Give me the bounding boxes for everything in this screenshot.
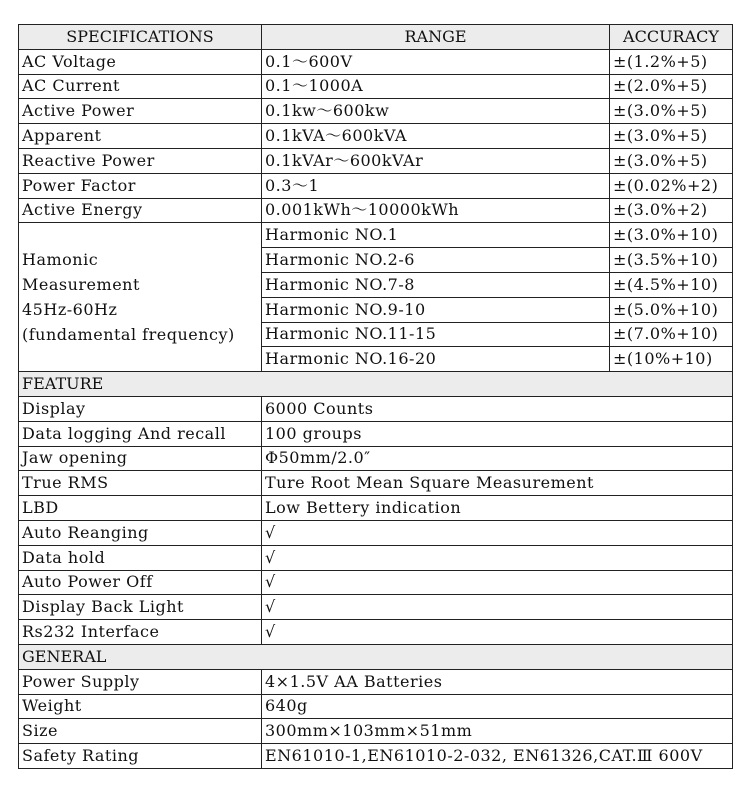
- feature-value: Ture Root Mean Square Measurement: [262, 471, 733, 496]
- general-name: Power Supply: [19, 669, 262, 694]
- spec-row: [19, 198, 733, 223]
- feature-name: Auto Power Off: [19, 570, 262, 595]
- harmonic-label-line: 45Hz-60Hz: [22, 300, 118, 320]
- harmonic-range: Harmonic NO.11-15: [262, 322, 610, 347]
- feature-row: [19, 520, 733, 545]
- feature-row: [19, 446, 733, 471]
- feature-name: Auto Reanging: [19, 520, 262, 545]
- general-name: Weight: [19, 694, 262, 719]
- harmonic-label: [19, 223, 262, 372]
- feature-row: [19, 471, 733, 496]
- spec-row: [19, 74, 733, 99]
- feature-row: [19, 620, 733, 645]
- feature-row: [19, 396, 733, 421]
- general-row: [19, 744, 733, 769]
- spec-name: AC Current: [19, 74, 262, 99]
- spec-range: 0.1～1000A: [262, 74, 610, 99]
- harmonic-accuracy: ±(10%+10): [610, 347, 733, 372]
- feature-row: [19, 545, 733, 570]
- general-name: Safety Rating: [19, 744, 262, 769]
- spec-accuracy: ±(3.0%+2): [610, 198, 733, 223]
- spec-row: [19, 99, 733, 124]
- spec-accuracy: ±(1.2%+5): [610, 49, 733, 74]
- feature-value: Low Bettery indication: [262, 496, 733, 521]
- spec-range: 0.1kVA～600kVA: [262, 124, 610, 149]
- feature-value: Φ50mm/2.0″: [262, 446, 733, 471]
- spec-accuracy: ±(2.0%+5): [610, 74, 733, 99]
- general-section-header: [19, 644, 733, 669]
- spec-accuracy: ±(3.0%+5): [610, 99, 733, 124]
- feature-value: 100 groups: [262, 421, 733, 446]
- harmonic-accuracy: ±(4.5%+10): [610, 272, 733, 297]
- spec-range: 0.1～600V: [262, 49, 610, 74]
- feature-name: Jaw opening: [19, 446, 262, 471]
- general-name: Size: [19, 719, 262, 744]
- check-mark-icon: √: [262, 620, 733, 645]
- harmonic-accuracy: ±(7.0%+10): [610, 322, 733, 347]
- general-title: GENERAL: [19, 644, 733, 669]
- feature-section-header: [19, 372, 733, 397]
- feature-title: FEATURE: [19, 372, 733, 397]
- spec-range: 0.1kw～600kw: [262, 99, 610, 124]
- feature-name: Display Back Light: [19, 595, 262, 620]
- check-mark-icon: √: [262, 520, 733, 545]
- harmonic-label-line: Hamonic: [22, 250, 99, 270]
- spec-name: Power Factor: [19, 173, 262, 198]
- spec-name: Apparent: [19, 124, 262, 149]
- spec-accuracy: ±(0.02%+2): [610, 173, 733, 198]
- spec-accuracy: ±(3.0%+5): [610, 124, 733, 149]
- header-row: [19, 25, 733, 50]
- spec-row: [19, 124, 733, 149]
- feature-name: Data hold: [19, 545, 262, 570]
- check-mark-icon: √: [262, 595, 733, 620]
- general-value: EN61010-1,EN61010-2-032, EN61326,CAT.Ⅲ 600V: [262, 744, 733, 769]
- harmonic-accuracy: ±(3.5%+10): [610, 248, 733, 273]
- harmonic-range: Harmonic NO.1: [262, 223, 610, 248]
- feature-name: Data logging And recall: [19, 421, 262, 446]
- spec-range: 0.1kVAr～600kVAr: [262, 148, 610, 173]
- feature-row: [19, 595, 733, 620]
- feature-name: True RMS: [19, 471, 262, 496]
- general-row: [19, 719, 733, 744]
- header-specifications: SPECIFICATIONS: [19, 25, 262, 50]
- spec-row: [19, 148, 733, 173]
- specifications-table: [18, 24, 733, 769]
- harmonic-label-line: (fundamental frequency): [22, 325, 235, 345]
- harmonic-row: [19, 223, 733, 248]
- feature-name: Display: [19, 396, 262, 421]
- feature-row: [19, 570, 733, 595]
- feature-value: 6000 Counts: [262, 396, 733, 421]
- feature-name: Rs232 Interface: [19, 620, 262, 645]
- feature-row: [19, 496, 733, 521]
- general-row: [19, 694, 733, 719]
- feature-row: [19, 421, 733, 446]
- check-mark-icon: √: [262, 545, 733, 570]
- spec-row: [19, 173, 733, 198]
- spec-name: Active Energy: [19, 198, 262, 223]
- spec-name: AC Voltage: [19, 49, 262, 74]
- general-value: 640g: [262, 694, 733, 719]
- spec-range: 0.3～1: [262, 173, 610, 198]
- spec-range: 0.001kWh～10000kWh: [262, 198, 610, 223]
- spec-name: Active Power: [19, 99, 262, 124]
- header-accuracy: ACCURACY: [610, 25, 733, 50]
- spec-row: [19, 49, 733, 74]
- general-value: 4×1.5V AA Batteries: [262, 669, 733, 694]
- harmonic-accuracy: ±(5.0%+10): [610, 297, 733, 322]
- harmonic-range: Harmonic NO.2-6: [262, 248, 610, 273]
- header-range: RANGE: [262, 25, 610, 50]
- harmonic-range: Harmonic NO.7-8: [262, 272, 610, 297]
- general-row: [19, 669, 733, 694]
- spec-name: Reactive Power: [19, 148, 262, 173]
- harmonic-range: Harmonic NO.16-20: [262, 347, 610, 372]
- feature-name: LBD: [19, 496, 262, 521]
- spec-accuracy: ±(3.0%+5): [610, 148, 733, 173]
- harmonic-label-line: Measurement: [22, 275, 140, 295]
- harmonic-range: Harmonic NO.9-10: [262, 297, 610, 322]
- check-mark-icon: √: [262, 570, 733, 595]
- harmonic-accuracy: ±(3.0%+10): [610, 223, 733, 248]
- general-value: 300mm×103mm×51mm: [262, 719, 733, 744]
